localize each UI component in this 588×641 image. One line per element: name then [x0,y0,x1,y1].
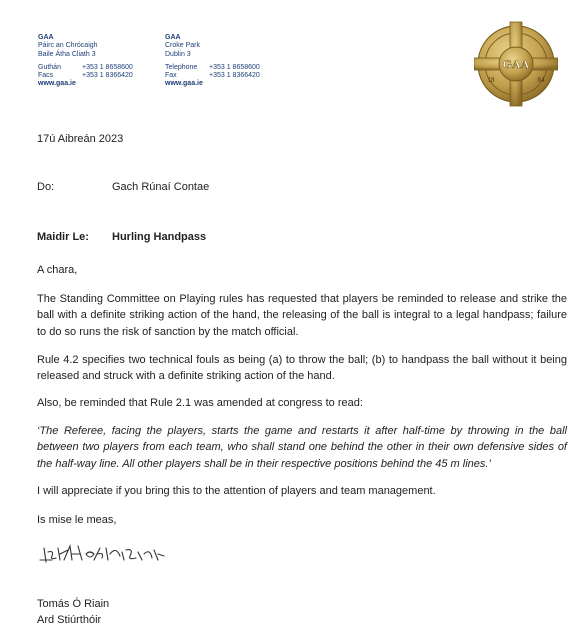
address-line: Croke Park [165,42,201,50]
body-paragraph: Rule 4.2 specifies two technical fouls as being (a) to throw the ball; (b) to handpass the ball without it being released and struck with a definite striking action of the hand. [37,354,567,383]
address-line: Páirc an Chrócaigh [38,42,98,50]
fax-label: Facs [38,72,54,80]
letterhead-english [165,34,260,89]
fax-row [38,72,133,80]
to-recipient: Gach Rúnaí Contae [112,181,210,193]
signatory-title: Ard Stiúrthóir [37,614,102,626]
phone-label: Telephone [165,63,198,71]
org-name: GAA [165,34,181,41]
fax-number: +353 1 8366420 [82,72,133,80]
phone-label: Guthán [38,63,61,71]
org-name: GAA [38,34,54,41]
website-link[interactable]: www.gaa.ie [38,80,76,88]
fax-label: Fax [165,72,177,80]
signatory-name: Tomás Ó Riain [37,598,110,610]
fax-row [165,72,260,80]
subject-line: Hurling Handpass [112,231,207,243]
gaa-crest-logo [474,20,558,108]
crest-year-right: 84 [537,76,545,84]
request-paragraph: I will appreciate if you bring this to the attention of players and team management. [37,485,436,497]
body-paragraph: The Standing Committee on Playing rules has requested that players be reminded to release and strike the ball with a definite striking action of the hand, the releasing of the ball is integral to a legal handpass; failure to do so runs the risk of sanction by the match official. [37,293,567,338]
to-label: Do: [37,181,55,193]
handwritten-signature [38,542,168,566]
crest-letters: GAA [502,57,530,71]
letterhead-irish [38,34,133,89]
phone-number: +353 1 8658600 [82,63,133,71]
fax-number: +353 1 8366420 [209,72,260,80]
phone-row [38,64,133,72]
rule-quote: ‘The Referee, facing the players, starts the game and restarts it after half-time by throwing in the ball between two players from each team, who shall stand one behind the other in their own defensive sides of the half-way line. All other players shall be in their respective positions behind the 45 m lines.’ [37,425,567,470]
body-paragraph: Also, be reminded that Rule 2.1 was amended at congress to read: [37,397,363,409]
address-line: Dublin 3 [165,50,191,58]
phone-number: +353 1 8658600 [209,63,260,71]
subject-label: Maidir Le: [37,231,89,243]
closing: Is mise le meas, [37,514,117,526]
address-line: Baile Átha Cliath 3 [38,50,96,58]
letter-date: 17ú Aibreán 2023 [37,133,124,145]
salutation: A chara, [37,264,78,276]
phone-row [165,64,260,72]
website-link[interactable]: www.gaa.ie [165,80,203,88]
crest-year-left: 18 [487,76,495,84]
